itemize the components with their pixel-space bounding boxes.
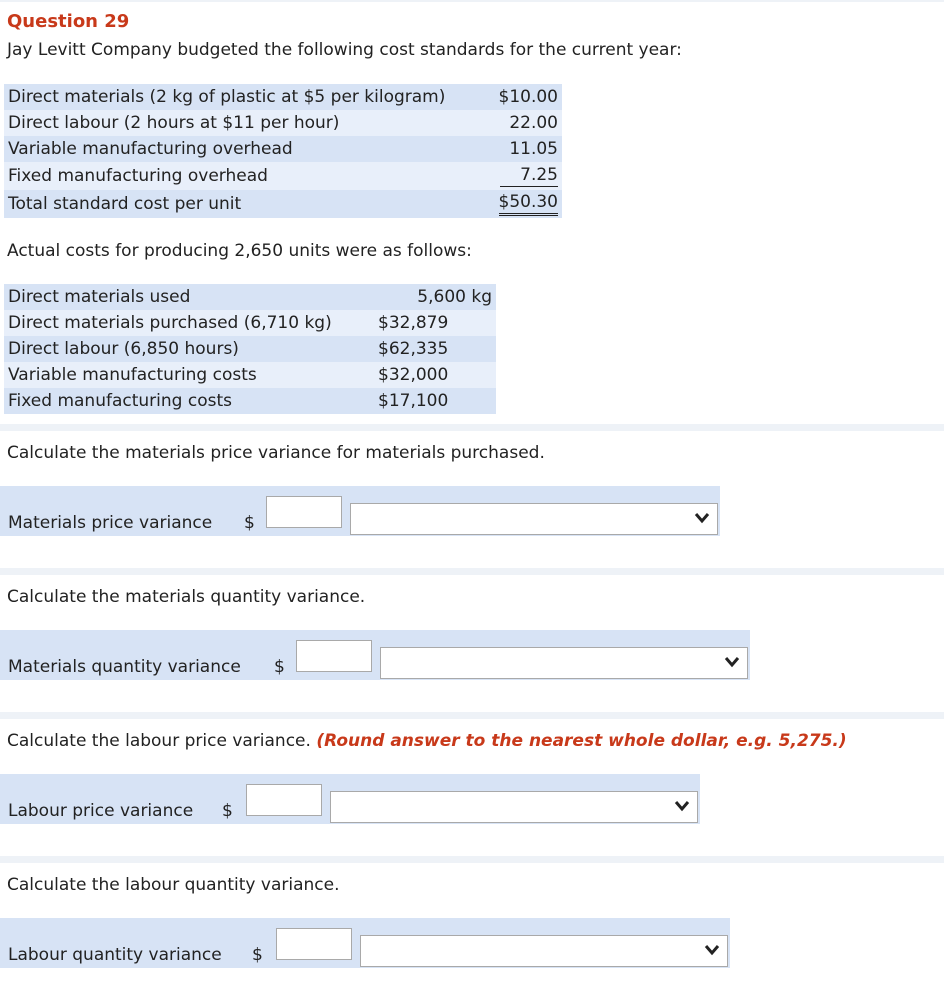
section-divider [0, 568, 944, 575]
standards-label: Fixed manufacturing overhead [4, 162, 490, 190]
materials-price-variance-select[interactable] [350, 503, 718, 535]
standards-value: $10.00 [490, 84, 562, 110]
part-prompt: Calculate the materials quantity variance. [7, 587, 366, 607]
actuals-label: Variable manufacturing costs [4, 362, 372, 388]
standards-value-cell [490, 162, 562, 190]
actuals-label: Direct labour (6,850 hours) [4, 336, 372, 362]
labour-quantity-variance-input[interactable] [276, 928, 352, 960]
actuals-row [4, 388, 496, 414]
question-title: Question 29 [7, 11, 130, 32]
actuals-row [4, 362, 496, 388]
actuals-row [4, 336, 496, 362]
top-divider [0, 0, 944, 2]
answer-label: Materials price variance [8, 513, 213, 533]
actuals-table [4, 284, 496, 414]
materials-price-variance-input[interactable] [266, 496, 342, 528]
section-divider [0, 712, 944, 719]
labour-price-variance-input[interactable] [246, 784, 322, 816]
section-divider [0, 856, 944, 863]
currency-symbol: $ [222, 801, 233, 821]
actuals-value: 5,600 kg [372, 284, 496, 310]
standards-total-label: Total standard cost per unit [4, 190, 490, 218]
standards-value: 7.25 [500, 165, 558, 187]
answer-label: Materials quantity variance [8, 657, 241, 677]
chevron-down-icon [693, 507, 711, 529]
standards-label: Direct materials (2 kg of plastic at $5 per kilogram) [4, 84, 490, 110]
actuals-value: $32,879 [372, 310, 496, 336]
standards-row [4, 136, 562, 162]
answer-row-materials-price [0, 486, 720, 536]
materials-quantity-variance-input[interactable] [296, 640, 372, 672]
answer-row-labour-price [0, 774, 700, 824]
answer-label: Labour price variance [8, 801, 194, 821]
answer-row-labour-quantity [0, 918, 730, 968]
standards-row [4, 190, 562, 218]
actuals-row [4, 310, 496, 336]
chevron-down-icon [673, 795, 691, 817]
part-prompt: Calculate the labour quantity variance. [7, 875, 340, 895]
actuals-value: $17,100 [372, 388, 496, 414]
part-prompt-with-note [7, 731, 847, 751]
standards-row [4, 84, 562, 110]
labour-price-variance-select[interactable] [330, 791, 698, 823]
actuals-value: $32,000 [372, 362, 496, 388]
standards-total-cell [490, 190, 562, 218]
labour-quantity-variance-select[interactable] [360, 935, 728, 967]
actual-intro: Actual costs for producing 2,650 units were as follows: [7, 241, 472, 261]
standards-row [4, 162, 562, 190]
question-intro: Jay Levitt Company budgeted the following cost standards for the current year: [7, 40, 682, 60]
materials-quantity-variance-select[interactable] [380, 647, 748, 679]
standards-table [4, 84, 562, 218]
currency-symbol: $ [252, 945, 263, 965]
rounding-note: (Round answer to the nearest whole dollar, e.g. 5,275.) [316, 731, 847, 751]
chevron-down-icon [703, 939, 721, 961]
standards-label: Direct labour (2 hours at $11 per hour) [4, 110, 490, 136]
answer-label: Labour quantity variance [8, 945, 222, 965]
currency-symbol: $ [244, 513, 255, 533]
actuals-label: Direct materials purchased (6,710 kg) [4, 310, 372, 336]
standards-row [4, 110, 562, 136]
actuals-label: Fixed manufacturing costs [4, 388, 372, 414]
actuals-value: $62,335 [372, 336, 496, 362]
part-prompt: Calculate the labour price variance. [7, 731, 311, 751]
part-prompt: Calculate the materials price variance for materials purchased. [7, 443, 545, 463]
section-divider [0, 424, 944, 431]
standards-value: 22.00 [490, 110, 562, 136]
standards-value: 11.05 [490, 136, 562, 162]
actuals-row [4, 284, 496, 310]
chevron-down-icon [723, 651, 741, 673]
answer-row-materials-quantity [0, 630, 750, 680]
currency-symbol: $ [274, 657, 285, 677]
standards-label: Variable manufacturing overhead [4, 136, 490, 162]
actuals-label: Direct materials used [4, 284, 372, 310]
standards-total-value: $50.30 [499, 192, 558, 216]
